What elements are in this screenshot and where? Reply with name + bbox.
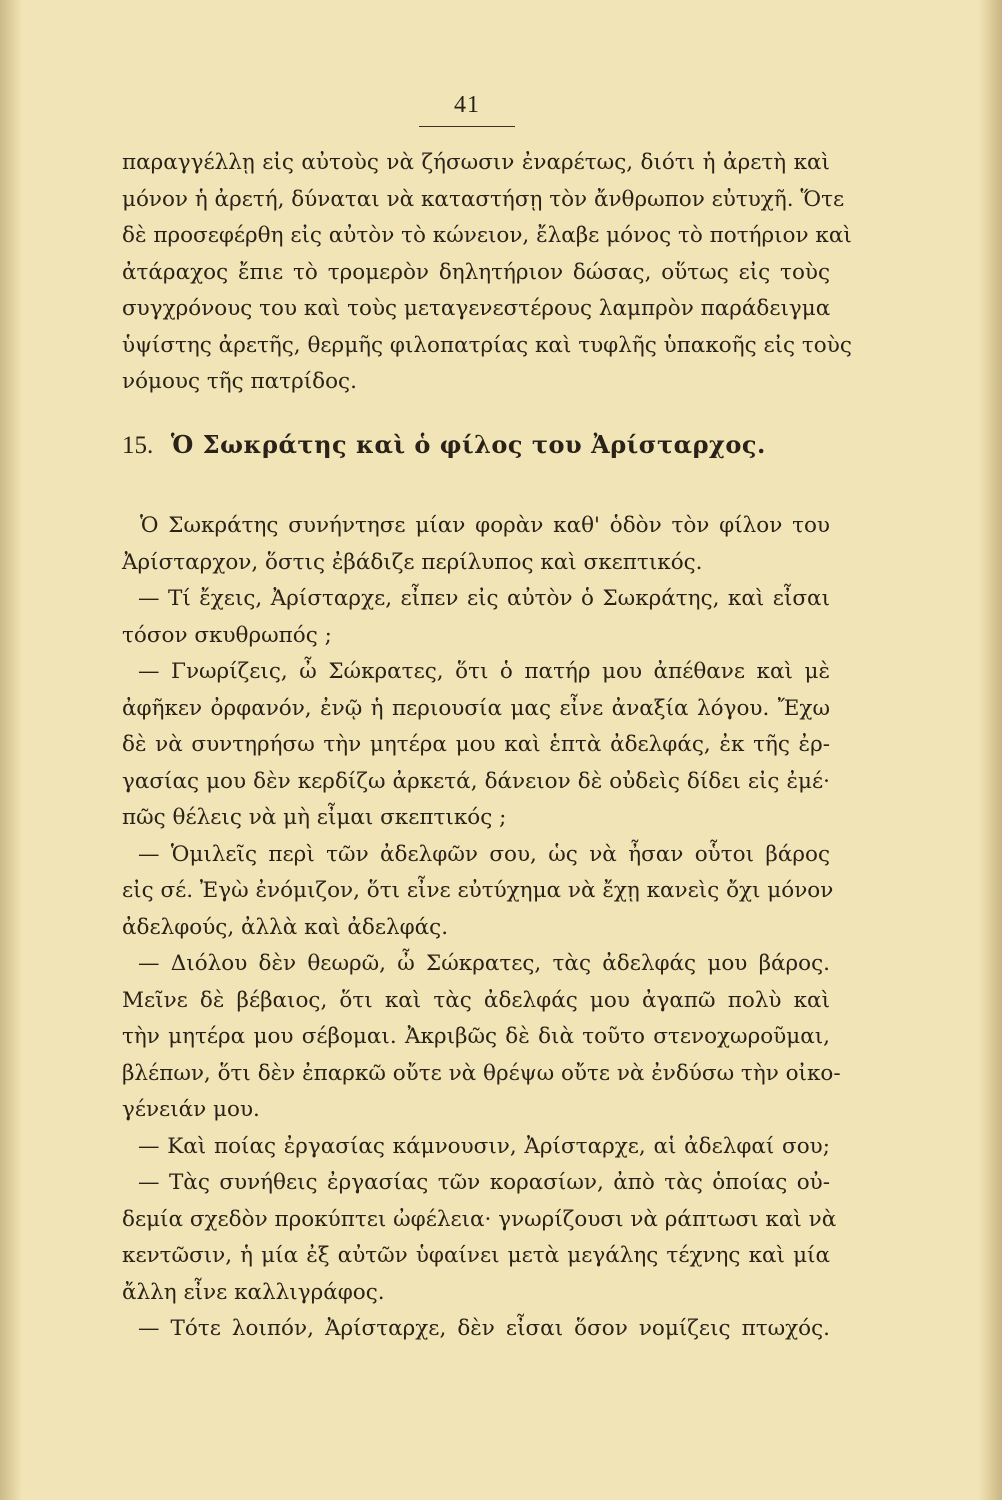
- dialogue-line: — Τί ἔχεις, Ἀρίσταρχε, εἶπεν εἰς αὐτὸν ὁ Σωκράτης, καὶ εἶσαι: [138, 586, 830, 611]
- dialogue-line: — Τὰς συνήθεις ἐργασίας τῶν κορασίων, ἀπὸ τὰς ὁποίας οὐ-: [138, 1170, 830, 1195]
- text-line: ἀφῆκεν ὀρφανόν, ἐνῷ ἡ περιουσία μας εἶνε ἀναξία λόγου. Ἔχω: [122, 695, 830, 721]
- section-heading: [122, 430, 830, 460]
- text-line: ἀτάραχος ἔπιε τὸ τρομερὸν δηλητήριον δώσας, οὕτως εἰς τοὺς: [122, 259, 830, 285]
- page-edge-shadow: [978, 0, 1002, 1500]
- text-line: δὲ προσεφέρθη εἰς αὐτὸν τὸ κώνειον, ἔλαβε μόνος τὸ ποτήριον καὶ: [122, 223, 852, 248]
- text-line: τὴν μητέρα μου σέβομαι. Ἀκριβῶς δὲ διὰ τοῦτο στενοχωροῦμαι,: [122, 1024, 830, 1049]
- dialogue-line: — Διόλου δὲν θεωρῶ, ὦ Σώκρατες, τὰς ἀδελφάς μου βάρος.: [138, 951, 830, 976]
- text-line: δὲ νὰ συντηρήσω τὴν μητέρα μου καὶ ἑπτὰ ἀδελφάς, ἐκ τῆς ἐρ-: [122, 732, 830, 757]
- text-line: δεμία σχεδὸν προκύπτει ὠφέλεια· γνωρίζουσι νὰ ράπτωσι καὶ νὰ: [122, 1206, 837, 1232]
- dialogue-line: — Τότε λοιπόν, Ἀρίσταρχε, δὲν εἶσαι ὅσον νομίζεις πτωχός.: [138, 1316, 830, 1341]
- text-line: μόνον ἡ ἀρετή, δύναται νὰ καταστήσῃ τὸν ἄνθρωπον εὐτυχῆ. Ὅτε: [122, 186, 845, 212]
- text-line: Ἀρίσταρχον, ὅστις ἐβάδιζε περίλυπος καὶ σκεπτικός.: [122, 549, 703, 575]
- section-title: Ὁ Σωκράτης καὶ ὁ φίλος του Ἀρίσταρχος.: [170, 430, 766, 459]
- page-gutter-shadow: [0, 0, 22, 1500]
- text-line: ἀδελφούς, ἀλλὰ καὶ ἀδελφάς.: [122, 914, 449, 940]
- text-line: τόσον σκυθρωπός ;: [122, 622, 332, 648]
- section-number: 15.: [122, 432, 154, 459]
- text-line: νόμους τῆς πατρίδος.: [122, 369, 357, 394]
- text-line: εἰς σέ. Ἐγὼ ἐνόμιζον, ὅτι εἶνε εὐτύχημα νὰ ἔχῃ κανεὶς ὄχι μόνον: [122, 878, 834, 903]
- dialogue-line: — Ὁμιλεῖς περὶ τῶν ἀδελφῶν σου, ὡς νὰ ἦσαν οὗτοι βάρος: [138, 841, 830, 867]
- text-line: συγχρόνους του καὶ τοὺς μεταγενεστέρους λαμπρὸν παράδειγμα: [122, 296, 831, 321]
- text-line: γένειάν μου.: [122, 1097, 260, 1122]
- text-line: παραγγέλλῃ εἰς αὐτοὺς νὰ ζήσωσιν ἐναρέτως, διότι ἡ ἀρετὴ καὶ: [122, 150, 830, 175]
- page-number-rule: [419, 126, 515, 127]
- text-line: βλέπων, ὅτι δὲν ἐπαρκῶ οὔτε νὰ θρέψω οὔτε νὰ ἐνδύσω τὴν οἰκο-: [122, 1060, 841, 1086]
- section-body: [122, 508, 841, 1348]
- text-line: κεντῶσιν, ἡ μία ἐξ αὐτῶν ὑφαίνει μετὰ μεγάλης τέχνης καὶ μία: [122, 1243, 830, 1268]
- text-line: Μεῖνε δὲ βέβαιος, ὅτι καὶ τὰς ἀδελφάς μου ἀγαπῶ πολὺ καὶ: [122, 987, 830, 1013]
- text-line: ὑψίστης ἀρετῆς, θερμῆς φιλοπατρίας καὶ τυφλῆς ὑπακοῆς εἰς τοὺς: [122, 332, 852, 358]
- text-line: ἄλλη εἶνε καλλιγράφος.: [122, 1279, 385, 1305]
- dialogue-line: — Γνωρίζεις, ὦ Σώκρατες, ὅτι ὁ πατήρ μου ἀπέθανε καὶ μὲ: [138, 659, 830, 684]
- text-line: Ὁ Σωκράτης συνήντησε μίαν φορὰν καθ' ὁδὸν τὸν φίλον του: [140, 513, 830, 538]
- paragraph-continuation: [122, 145, 852, 401]
- page-number: 41: [454, 92, 480, 118]
- text-line: γασίας μου δὲν κερδίζω ἀρκετά, δάνειον δὲ οὐδεὶς δίδει εἰς ἐμέ·: [122, 768, 830, 794]
- text-line: πῶς θέλεις νὰ μὴ εἶμαι σκεπτικός ;: [122, 805, 507, 830]
- dialogue-line: — Καὶ ποίας ἐργασίας κάμνουσιν, Ἀρίσταρχε, αἱ ἀδελφαί σου;: [138, 1133, 830, 1159]
